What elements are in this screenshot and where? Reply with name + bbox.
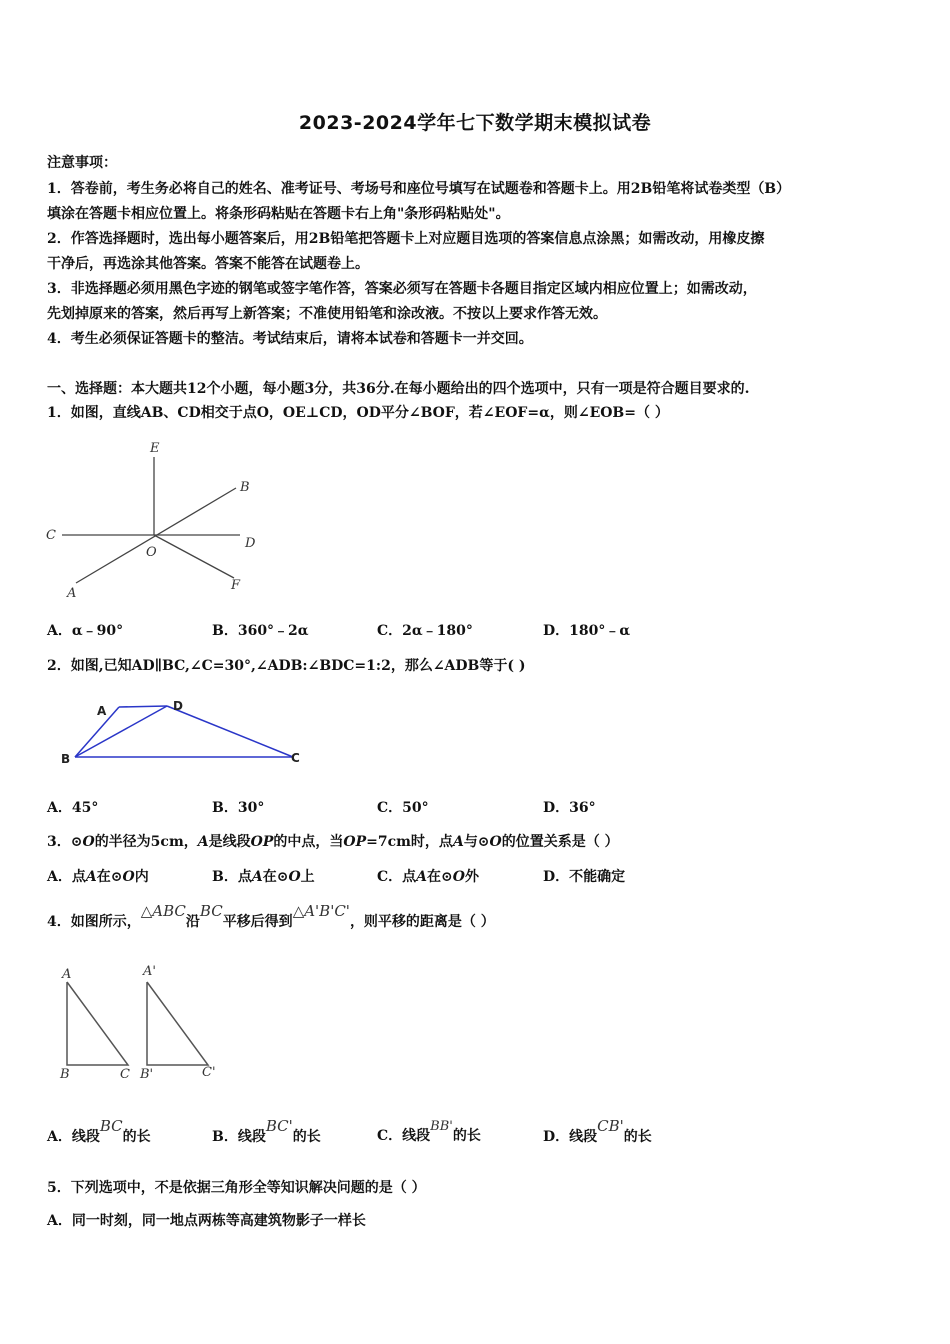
q4-label-a: A <box>62 967 72 982</box>
q3-opt-text: D．不能确定 <box>543 869 626 885</box>
q3-var: OP <box>343 834 367 850</box>
q4-opt-text: B．线段 <box>212 1129 266 1145</box>
q3-opt-text: 内 <box>134 869 149 885</box>
q4-opt-text: 的长 <box>623 1129 652 1145</box>
q3-opt-var: A <box>85 869 97 885</box>
q4-text: 沿 <box>185 914 200 930</box>
q2-label-a: A <box>97 704 107 718</box>
q1-label-d: D <box>245 536 256 551</box>
q3-opt-text: 在⊙ <box>262 869 289 885</box>
q3-text: 的位置关系是（ ） <box>501 834 619 850</box>
q3-opt-var: O <box>452 869 465 885</box>
q3-opt-text: A．点 <box>47 869 86 885</box>
q3-text: 的中点，当 <box>273 834 344 850</box>
notice-line: 先划掉原来的答案，然后再写上新答案；不准使用铅笔和涂改液。不按以上要求作答无效。 <box>47 306 607 322</box>
q2-option-a: A．45° <box>47 800 99 816</box>
q4-math: △A'B'C' <box>292 902 350 920</box>
q3-text: 的半径为5cm， <box>94 834 198 850</box>
q2-option-c: C．50° <box>377 800 429 816</box>
q3-text: 与⊙ <box>463 834 490 850</box>
q3-option-a <box>47 866 149 886</box>
q3-text: 是线段 <box>208 834 251 850</box>
q4-opt-math: BC <box>99 1117 123 1135</box>
q1-label-c: C <box>46 528 56 543</box>
q1-label-f: F <box>231 578 241 593</box>
q3-var: O <box>489 834 502 850</box>
q1-option-d: D．180°﹣α <box>543 623 631 639</box>
q3-text: =7cm时，点 <box>366 834 453 850</box>
notice-line: 3．非选择题必须用黑色字迹的钢笔或签字笔作答，答案必须写在答题卡各题目指定区域内相应位置上；如需改动， <box>47 281 757 297</box>
q4-opt-text: D．线段 <box>543 1129 598 1145</box>
q2-label-d: D <box>173 699 183 713</box>
q3-var: A <box>197 834 209 850</box>
q4-option-d <box>543 1118 652 1155</box>
section-heading: 一、选择题：本大题共12个小题，每小题3分，共36分.在每小题给出的四个选项中，只有一项是符合题目要求的. <box>47 381 750 397</box>
q4-text: 平移后得到 <box>222 914 293 930</box>
q4-opt-text: A．线段 <box>47 1129 100 1145</box>
q4-opt-text: 的长 <box>292 1129 321 1145</box>
q3-var: A <box>452 834 464 850</box>
q1-figure <box>40 435 280 605</box>
q3-option-d <box>543 866 625 886</box>
q4-figure <box>50 960 230 1085</box>
q4-triangle-a2b2c2 <box>147 982 208 1065</box>
q2-line-dc <box>167 706 293 757</box>
q1-label-o: O <box>146 545 157 560</box>
q3-opt-text: 上 <box>300 869 315 885</box>
q3-option-c <box>377 866 479 886</box>
question-5-stem: 5．下列选项中，不是依据三角形全等知识解决问题的是（ ） <box>47 1180 426 1196</box>
q2-line-bd <box>75 706 167 757</box>
q2-figure <box>55 695 315 775</box>
notice-line: 填涂在答题卡相应位置上。将条形码粘贴在答题卡右上角"条形码粘贴处"。 <box>47 206 510 222</box>
q4-opt-math: BB' <box>430 1119 453 1134</box>
q4-label-b2: B' <box>140 1067 154 1082</box>
question-1-stem: 1．如图，直线AB、CD相交于点O，OE⊥CD，OD平分∠BOF，若∠EOF=α，则∠EOB=（ ） <box>47 405 669 421</box>
question-2-stem: 2．如图,已知AD∥BC,∠C=30°,∠ADB:∠BDC=1:2，那么∠ADB等于( ) <box>47 658 526 674</box>
q3-opt-var: A <box>251 869 263 885</box>
notice-line: 1．答卷前，考生务必将自己的姓名、准考证号、考场号和座位号填写在试题卷和答题卡上。用2B铅笔将试卷类型（B） <box>47 181 791 197</box>
q4-option-b <box>212 1118 321 1155</box>
q3-opt-text: 在⊙ <box>96 869 123 885</box>
q4-option-a <box>47 1118 151 1155</box>
q4-text: 4．如图所示， <box>47 914 141 930</box>
q1-label-a: A <box>67 586 77 601</box>
q4-label-b: B <box>60 1067 70 1082</box>
q4-opt-text: C．线段 <box>377 1128 431 1144</box>
q1-option-a: A．α﹣90° <box>47 623 124 639</box>
q4-opt-math: CB' <box>597 1117 624 1135</box>
q3-var: O <box>82 834 95 850</box>
q3-opt-text: B．点 <box>212 869 252 885</box>
question-4-stem <box>47 903 495 939</box>
notice-line: 2．作答选择题时，选出每小题答案后，用2B铅笔把答题卡上对应题目选项的答案信息点涂黑；如需改动，用橡皮擦 <box>47 231 765 247</box>
q1-line-of <box>154 535 234 578</box>
q4-opt-math: BC' <box>265 1117 293 1135</box>
q4-opt-text: 的长 <box>452 1128 481 1144</box>
question-3-stem <box>47 831 619 851</box>
q1-label-b: B <box>240 480 250 495</box>
q3-opt-var: O <box>288 869 301 885</box>
q4-option-c <box>377 1118 481 1155</box>
q4-triangle-abc <box>67 982 128 1065</box>
notice-line: 干净后，再选涂其他答案。答案不能答在试题卷上。 <box>47 256 369 272</box>
q4-label-a2: A' <box>143 964 156 979</box>
q3-text: 3．⊙ <box>47 834 83 850</box>
q1-label-e: E <box>150 441 160 456</box>
q3-opt-var: A <box>416 869 428 885</box>
q1-option-c: C．2α﹣180° <box>377 623 473 639</box>
q5-option-a: A．同一时刻，同一地点两栋等高建筑物影子一样长 <box>47 1213 366 1229</box>
q4-label-c2: C' <box>202 1065 216 1080</box>
q4-text: ，则平移的距离是（ ） <box>349 914 495 930</box>
q3-var: OP <box>250 834 274 850</box>
q3-opt-text: 在⊙ <box>427 869 453 885</box>
notice-line: 4．考生必须保证答题卡的整洁。考试结束后，请将本试卷和答题卡一并交回。 <box>47 331 533 347</box>
q2-option-b: B．30° <box>212 800 265 816</box>
q4-math: △ABC <box>140 902 186 920</box>
q3-opt-text: 外 <box>464 869 479 885</box>
q2-label-b: B <box>61 752 71 766</box>
page-title: 2023-2024学年七下数学期末模拟试卷 <box>298 112 652 134</box>
q3-option-b <box>212 866 315 886</box>
q3-opt-var: O <box>122 869 135 885</box>
q4-math: BC <box>199 902 223 920</box>
q4-opt-text: 的长 <box>122 1129 151 1145</box>
q4-label-c: C <box>120 1067 130 1082</box>
notice-heading: 注意事项： <box>47 155 117 171</box>
q2-option-d: D．36° <box>543 800 596 816</box>
q3-opt-text: C．点 <box>377 869 417 885</box>
q2-line-ad <box>119 706 167 707</box>
q1-option-b: B．360°﹣2α <box>212 623 309 639</box>
q2-label-c: C <box>291 751 300 765</box>
